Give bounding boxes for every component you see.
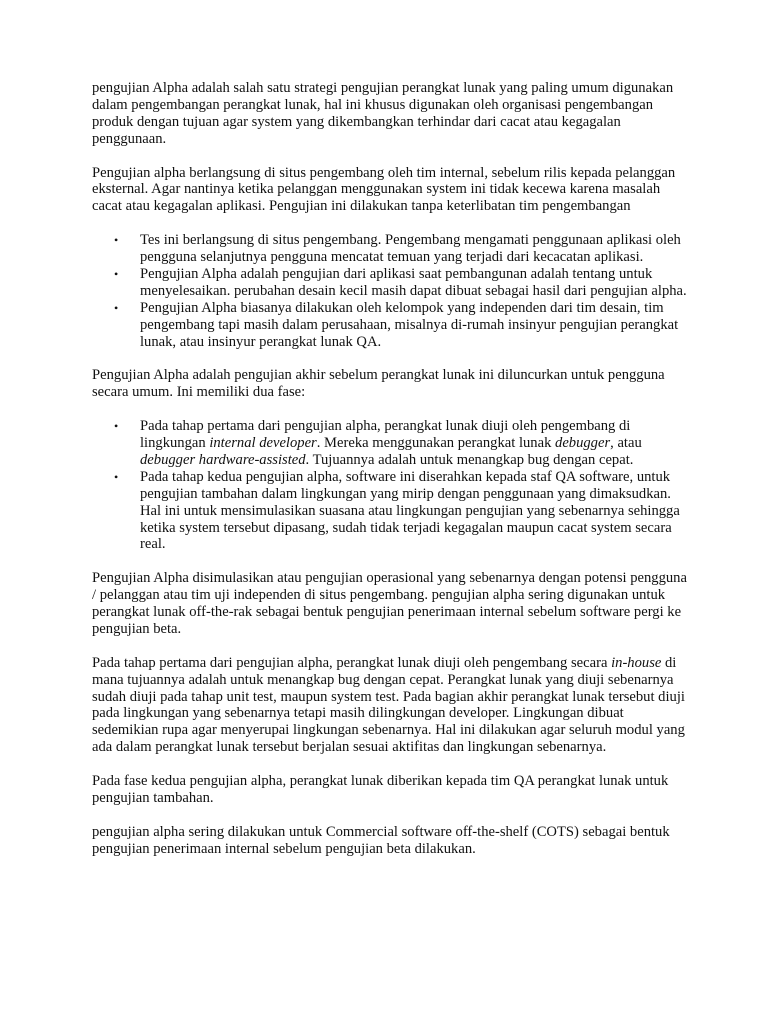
list-item-text: Pengujian Alpha adalah pengujian dari aplikasi saat pembangunan adalah tentang untuk menyelesaikan. perubahan desain kecil masih dapat dibuat sebagai hasil dari pengujian alpha. [140, 265, 687, 299]
bullet-icon: • [114, 266, 119, 281]
paragraph-3: Pengujian Alpha adalah pengujian akhir sebelum perangkat lunak ini diluncurkan untuk pengguna secara umum. Ini memiliki dua fase: [92, 367, 665, 401]
text-run: . Tujuannya adalah untuk menangkap bug dengan cepat. [305, 451, 634, 468]
paragraph-5 [92, 655, 692, 756]
italic-term: internal developer [209, 434, 317, 451]
paragraph-1: pengujian Alpha adalah salah satu strategi pengujian perangkat lunak yang paling umum digunakan dalam pengembangan perangkat lunak, hal ini khusus digunakan oleh organisasi pengembangan produk dengan tujuan agar system yang dikembangkan terhindar dari cacat atau kegagalan penggunaan. [92, 80, 674, 147]
text-run: . Mereka menggunakan perangkat lunak [316, 434, 556, 451]
bullet-icon: • [114, 300, 119, 315]
list-item-text [140, 418, 642, 468]
list-item [92, 232, 692, 266]
document-page [92, 80, 692, 874]
paragraph-7: pengujian alpha sering dilakukan untuk Commercial software off-the-shelf (COTS) sebagai bentuk pengujian penerimaan internal sebelum pengujian beta dilakukan. [92, 823, 670, 857]
text-run: Pada tahap pertama dari pengujian alpha, perangkat lunak diuji oleh pengembang secara [92, 654, 612, 671]
list-item [92, 418, 692, 469]
list-item-text: Pengujian Alpha biasanya dilakukan oleh kelompok yang independen dari tim desain, tim pengembang tapi masih dalam perusahaan, misalnya di-rumah insinyur pengujian perangkat lunak, atau insinyur perangkat lunak QA. [140, 299, 679, 350]
italic-term: debugger hardware-assisted [140, 451, 306, 468]
bullet-list-2 [92, 418, 692, 553]
paragraph-4: Pengujian Alpha disimulasikan atau pengujian operasional yang sebenarnya dengan potensi pengguna / pelanggan atau tim uji independen di situs pengembang. pengujian alpha sering digunakan untuk perangkat lunak off-the-rak sebagai bentuk pengujian penerimaan internal sebelum software pergi ke pengujian beta. [92, 570, 687, 637]
list-item [92, 300, 692, 351]
paragraph-6: Pada fase kedua pengujian alpha, perangkat lunak diberikan kepada tim QA perangkat lunak untuk pengujian tambahan. [92, 773, 669, 806]
italic-term: in-house [611, 654, 662, 671]
bullet-list-1 [92, 232, 692, 350]
list-item [92, 266, 692, 300]
list-item [92, 469, 692, 554]
italic-term: debugger [555, 434, 611, 451]
bullet-icon: • [114, 469, 119, 484]
text-run: , atau [610, 434, 642, 451]
text-run: di mana tujuannya adalah untuk menangkap bug dengan cepat. Perangkat lunak yang diuji sebenarnya sudah diuji pada tahap unit test, maupun system test. Pada bagian akhir perangkat lunak tersebut diuji pada lingkungan yang sebenarnya tetapi masih dilingkungan developer. Lingkungan dibuat sedemikian rupa agar menyerupai lingkungan sebenarnya. Hal ini dilakukan agar seluruh modul yang ada dalam perangkat lunak tersebut berjalan sesuai aktifitas dan lingkungan sebenarnya. [92, 654, 685, 756]
list-item-text: Tes ini berlangsung di situs pengembang. Pengembang mengamati penggunaan aplikasi oleh pengguna selanjutnya pengguna mencatat temuan yang terjadi dari kecacatan aplikasi. [140, 232, 681, 266]
text-run: Pada tahap pertama dari pengujian alpha, perangkat lunak diuji oleh pengembang di lingkungan [140, 418, 631, 451]
paragraph-2: Pengujian alpha berlangsung di situs pengembang oleh tim internal, sebelum rilis kepada pelanggan eksternal. Agar nantinya ketika pelanggan menggunakan system ini tidak kecewa karena masalah cacat atau kegagalan aplikasi. Pengujian ini dilakukan tanpa keterlibatan tim pengembangan [92, 164, 676, 215]
bullet-icon: • [114, 233, 119, 248]
list-item-text: Pada tahap kedua pengujian alpha, software ini diserahkan kepada staf QA software, untuk pengujian tambahan dalam lingkungan yang mirip dengan penggunaan yang dimaksudkan. Hal ini untuk mensimulasikan suasana atau lingkungan pengujian yang sebenarnya sehingga ketika system tersebut dipasang, sudah tidak terjadi kegagalan maupun cacat system secara real. [140, 468, 680, 553]
bullet-icon: • [114, 419, 119, 434]
